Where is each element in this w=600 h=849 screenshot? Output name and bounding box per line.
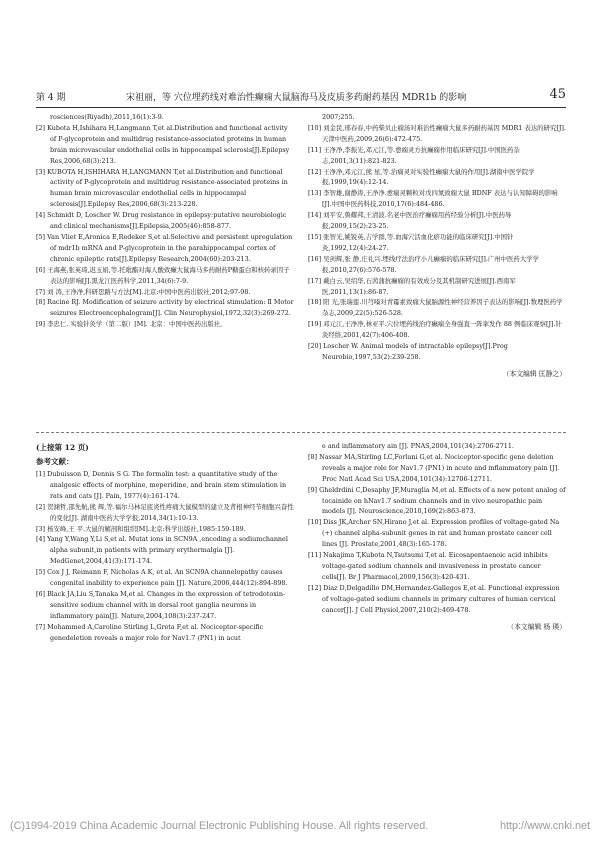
- reference-text: Mohammed A,Caroline Stirling L,Greta F,et al. Nociceptor-specific genedeletion reveals a major role for Nav1.7 (PN1) in acut: [47, 622, 264, 642]
- reference-item: [308, 319, 566, 341]
- reference-text: 李忠仁. 实验针灸学（第二版）[M]. 北京：中国中医药出版社,: [47, 320, 223, 329]
- page-number: 45: [549, 87, 566, 102]
- reference-number: [19]: [308, 320, 322, 329]
- reference-item: [308, 485, 566, 518]
- footer-url: http://www.cnki.net: [499, 820, 590, 832]
- reference-number: [8]: [308, 452, 318, 461]
- reference-text: Diss JK,Archer SN,Hirano J,et al. Expression profiles of voltage-gated Na (+) channel alpha-subunit genes in rat and human prostate cancer cell lines [J]. Prostate,2001,48(3):165-178.: [322, 518, 560, 549]
- reference-number: [4]: [36, 535, 46, 544]
- reference-item: [308, 341, 566, 363]
- top-left-references: [36, 112, 294, 330]
- continued-note: (上接第 12 页): [36, 443, 89, 452]
- reference-number: [4]: [36, 211, 46, 220]
- reference-number: [17]: [308, 276, 322, 285]
- reference-text: 王净净,李振光,邓元江,等.愈痫灵方抗癫痫作用临床研究[J].中国医药杂志,2001,3(11):821-823.: [322, 145, 520, 165]
- reference-text: 邓元江,王净净,林亚平.穴位埋药线治疗癫痫全身强直一阵挛发作 88 例临床观察[J].针灸经络,2001,42(7):406-408.: [322, 320, 562, 340]
- reference-item: [308, 112, 566, 123]
- reference-text: rosciences(Riyadh),2011,16(1):3-9.: [50, 113, 164, 121]
- reference-number: [5]: [36, 568, 46, 577]
- reference-number: [3]: [36, 524, 46, 533]
- reference-number: [15]: [308, 232, 322, 241]
- bottom-left-references: [36, 441, 294, 644]
- reference-item: [36, 502, 294, 524]
- reference-item: [308, 441, 566, 452]
- reference-number: [11]: [308, 551, 322, 560]
- reference-text: Diaz D,Delgadillo DM,Hernandez-Gallegos E,et al. Functional expression of voltage-gated sodium channels in primary cultures of human cervical cancer[J]. J Cell Physiol,2007,210(2):469-478.: [322, 583, 560, 614]
- reference-item: [308, 583, 566, 616]
- header-rule: [36, 107, 566, 108]
- reference-text: 戴白云,吴绍华,石茜蒲抗癫痫的有效成分及其机制研究进展[J].西南军医,2011,13(1):86-87.: [322, 276, 516, 296]
- reference-item: [308, 210, 566, 232]
- reference-number: [9]: [36, 320, 46, 329]
- article-separator: [36, 432, 566, 433]
- reference-text: e and inflammatory ain [J]. PNAS,2004,101(34):2706-2711.: [322, 442, 514, 450]
- reference-text: 吴剑辉,张 静,庄礼兴.埋线疗法治疗小儿癫痫的临床研究[J].广州中医药大学学报,2010,27(6):576-578.: [322, 254, 539, 274]
- reference-text: 李智雄,谢静涛,王净净.愈痫灵颗粒对戊四氮致痫大鼠 BDNF 表达与认知障碍的影响[J].中国中医药科技,2010,17(6):484-486.: [322, 189, 558, 209]
- top-right-references: [308, 112, 566, 380]
- reference-number: [16]: [308, 254, 322, 263]
- reference-text: 王净净,邓元江,熊 星,等.治痫灵对实验性癫痫大鼠的作用[J].湖南中医学院学报,1999,19(4):12-14.: [322, 167, 535, 187]
- reference-item: [36, 287, 294, 298]
- reference-item: [308, 145, 566, 167]
- reference-number: [11]: [308, 145, 322, 154]
- reference-number: [6]: [36, 265, 46, 274]
- reference-item: [36, 622, 294, 644]
- reference-number: [7]: [36, 287, 46, 296]
- reference-number: [13]: [308, 189, 322, 198]
- reference-item: [36, 297, 294, 319]
- reference-number: [6]: [36, 589, 46, 598]
- reference-item: [36, 567, 294, 589]
- reference-text: Cox J J, Reimann F, Nicholas A K, et al. An SCN9A channelopathy causes congenital inability to experience pain [J]. Nature,2006,444(12):894-898.: [47, 568, 288, 588]
- running-header: [36, 87, 566, 104]
- reference-item: [308, 167, 566, 189]
- article-editor-bottom: （本文编辑 杨 瑛）: [507, 622, 566, 631]
- reference-text: 刘 涛,王净净,科研思路与方法[M].北京:中国中医药出版社,2012;97-98.: [47, 287, 251, 296]
- reference-text: Nassar MA,Stirling LC,Forlani G,et al. Nociceptor-specific gene deletion reveals a major role for Nav1.7 (PN1) in acute and inflammatory pain [J]. Proc Natl Acad Sci USA,2004,101(34):12706-12711.: [319, 452, 560, 483]
- reference-item: [36, 319, 294, 330]
- reference-number: [20]: [308, 342, 322, 351]
- reference-text: Kubota H,Ishihara H,Langmann T,et al.Distribution and functional activity of P-glycoprotein and multidrug resistance-associated proteins in human brain microvascular endothelial cells in hippocampal sclerosis[J].Epilepsy Res,2006,68(3):213.: [47, 123, 290, 165]
- reference-text: Nakajima T,Kubota N,Tsutsumi T,et al. Eicosapentaenoic acid inhibits voltage-gated sodium channels and invasiveness in prostate cancer cells[J]. Br J Pharmacol,2009,156(3):420-431.: [322, 551, 548, 581]
- running-title: 宋祖丽，等 穴位埋药线对难治性癫痫大鼠脑海马及皮质多药耐药基因 MDR1b 的影响: [126, 93, 467, 103]
- reference-text: Dubuisson D, Dennis S G. The formalin test: a quantitative study of the analgesic effects of morphine, meperidine, and brain stem stimulation in rats and cats [J]. Pain, 1977(4):161-174.: [47, 470, 287, 500]
- reference-item: [36, 534, 294, 567]
- reference-number: [2]: [36, 502, 46, 511]
- reference-item: [308, 297, 566, 319]
- reference-text: Loscher W. Animal models of intractable epilepsy[J].Prog Neurobio,1997,53(2):239-258.: [322, 342, 508, 361]
- reference-item: [36, 589, 294, 622]
- reference-item: [308, 550, 566, 583]
- reference-text: Racine RJ. Modification of seizure activity by electrical stimulation: Ⅱ Motor seizures Electroencephalogram[J]. Clin Neurophysiol,1972,32(3):269-272.: [47, 298, 294, 318]
- reference-item: [308, 188, 566, 210]
- reference-item: [36, 112, 294, 123]
- reference-number: [12]: [308, 167, 322, 176]
- reference-item: [308, 276, 566, 298]
- reference-number: [14]: [308, 211, 322, 220]
- reference-item: [36, 167, 294, 211]
- copyright-text: (C)1994-2019 China Academic Journal Electronic Publishing House. All rights reserved.: [10, 820, 429, 832]
- reference-number: [1]: [36, 470, 46, 478]
- reference-text: 杨安峰,王 平.大鼠的解剖和组织[M].北京:科学出版社,1985:159-189.: [47, 524, 246, 533]
- reference-item: [308, 232, 566, 254]
- reference-text: 贺渊哲,邵先航,熊 辉,等.福尔马林足底炎性疼痛大鼠模型的建立及背根神经节细胞兴奋性的变化[J]. 湖南中医药大学学报,2014,34(1):10-13.: [47, 502, 294, 522]
- reference-text: 刘金民,邢春春,中药柴贝止痫汤对难治性癫痫大鼠多药耐药基因 MDR1 表达的研究[J].天津中医药,2009,26(6):472-475.: [322, 123, 566, 143]
- reference-number: [18]: [308, 298, 322, 307]
- reference-text: 2007;255.: [322, 113, 355, 121]
- reference-number: [8]: [36, 298, 46, 307]
- bottom-right-references: [308, 441, 566, 632]
- reference-number: [12]: [308, 583, 322, 592]
- footer: [10, 820, 590, 832]
- reference-text: Black JA,Liu S,Tanaka M,et al. Changes in the expression of tetrodotoxin-sensitive sodium channel with in dorsal root ganglia neurons in inflammatory pain[J]. Nature,2004,108(3):237-247.: [47, 589, 286, 620]
- references-heading: 参考文献：: [36, 457, 74, 466]
- reference-text: 阳 光,张瑞莲.川芎嗪对青霉素致痫大鼠脑源性神经营养因子表达的影响[J].数理医药学杂志,2009,22(5):526-528.: [322, 298, 563, 318]
- reference-text: 刘平安,鲁耀邦,王清波.名老中医治疗癫痫用药经验分析[J].中医药导报,2009,15(2):23-25.: [322, 211, 512, 231]
- reference-item: [36, 469, 294, 502]
- reference-item: [36, 123, 294, 167]
- reference-item: [36, 210, 294, 232]
- reference-text: Schmidt D, Loscher W. Drug resistance in epilepsy:putative neurobiologic and clinical mechanisms[J].Epilepsia,2005(46):858-877.: [47, 211, 287, 231]
- reference-text: Yang Y,Wang Y,Li S,et al. Mutat ions in SCN9A ,encoding a sodiumchannel alpha subunit,in patients with primary erythermalgia [J]. MedGenet,2004,41(3):171-174.: [47, 535, 288, 566]
- reference-text: Van Vliet E,Aronica E,Redeker S,et al.Selective and persistent upregulation of mdr1b mRNA and P-glycoprotein in the parahippocampal cortex of chronic epileptic rats[J].Epilepsy Research,2004(60):203-213.: [47, 232, 293, 263]
- reference-item: [36, 524, 294, 535]
- reference-number: [3]: [36, 167, 46, 176]
- reference-item: [36, 232, 294, 265]
- reference-number: [2]: [36, 123, 46, 132]
- reference-text: KUBOTA H,ISHIHARA H,LANGMANN T,et al.Distribution and functional activity of P-glycoprotein and multidrug resistance-associated proteins in human brain microvascular endothelial cells in hippocampal sclerosis[J].Epilepsy Res,2006,68(3):213-228.: [47, 167, 288, 209]
- reference-number: [5]: [36, 232, 46, 241]
- reference-item: [308, 452, 566, 485]
- reference-item: [308, 254, 566, 276]
- reference-number: [7]: [36, 622, 46, 631]
- issue-number: 第 4 期: [36, 93, 66, 103]
- reference-number: [10]: [308, 518, 322, 527]
- reference-item: [36, 265, 294, 287]
- reference-text: Gheldrdini C,Desaphy JF,Muraglia M,et al. Effects of a new potent analog of tocainide on hNav1.7 sodium channels and in vivo neuropathic pain models [J]. Neuroscience,2010,169(2):863-873.: [319, 485, 566, 516]
- reference-item: [308, 517, 566, 550]
- reference-number: [10]: [308, 123, 322, 132]
- reference-text: 张智光,姚锐英,吉学群,等.血海穴活血化瘀功能的临床研究[J].中国针灸,1992,12(4):24-27.: [322, 232, 514, 252]
- reference-number: [9]: [308, 485, 318, 494]
- reference-item: [308, 123, 566, 145]
- reference-text: 王海燕,张英琦,迟玉娟,等.托吡酯对海人酸致癫大鼠海马多药耐药P糖蛋白和核转录因子表达的影响[J].黑龙江医药科学,2011,34(6):7-9.: [47, 265, 290, 285]
- article-editor: （本文编辑 匡静之）: [502, 369, 566, 378]
